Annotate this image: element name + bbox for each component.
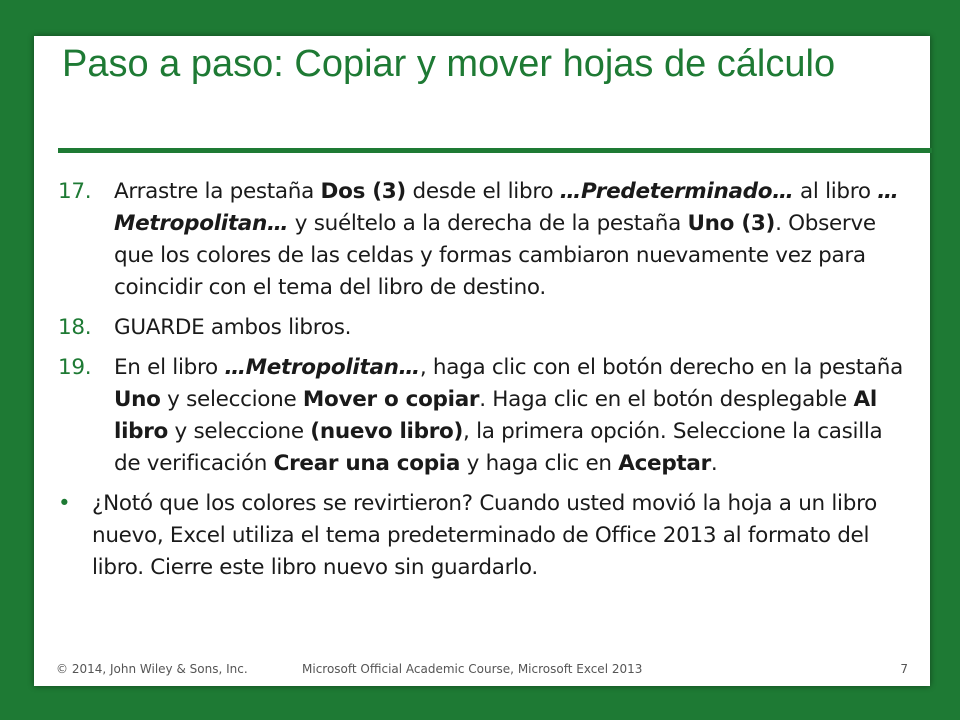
emphasis-text: …Metropolitan… (114, 179, 899, 236)
page-number: 7 (900, 662, 908, 676)
slide-body (58, 176, 908, 592)
plain-text: y seleccione (168, 419, 311, 444)
plain-text: . Haga clic en el botón desplegable (479, 387, 854, 412)
plain-text: y suéltelo a la derecha de la pestaña (288, 211, 688, 236)
bullet-icon: • (58, 491, 71, 516)
plain-text: y seleccione (160, 387, 303, 412)
footer-copyright: © 2014, John Wiley & Sons, Inc. (56, 662, 248, 676)
plain-text: . Observe que los colores de las celdas y formas cambiaron nuevamente vez para coincidir con el tema del libro de destino. (114, 211, 876, 300)
emphasis-text: Crear una copia (273, 451, 461, 476)
title-divider (58, 148, 932, 153)
step-item-17 (58, 176, 908, 304)
emphasis-text: Uno (3) (687, 211, 776, 236)
emphasis-text: Aceptar (618, 451, 711, 476)
plain-text: . (710, 451, 718, 476)
plain-text: En el libro (114, 355, 225, 380)
plain-text: , la primera opción. Seleccione la casilla de verificación (114, 419, 883, 476)
step-number: 19. (58, 355, 92, 380)
step-number: 17. (58, 179, 92, 204)
emphasis-text: Dos (3) (320, 179, 406, 204)
emphasis-text: Al libro (114, 387, 877, 444)
emphasis-text: (nuevo libro) (310, 419, 464, 444)
plain-text: desde el libro (405, 179, 560, 204)
slide-title: Paso a paso: Copiar y mover hojas de cálculo (62, 43, 836, 85)
footer-course: Microsoft Official Academic Course, Microsoft Excel 2013 (302, 662, 643, 676)
slide (34, 36, 930, 686)
step-text (114, 179, 898, 300)
emphasis-text: Uno (114, 387, 161, 412)
plain-text: Arrastre la pestaña (114, 179, 321, 204)
step-text (114, 315, 351, 340)
step-number: 18. (58, 315, 92, 340)
step-text (114, 355, 903, 476)
emphasis-text: …Predeterminado… (559, 179, 794, 204)
plain-text: GUARDE ambos libros. (114, 315, 352, 340)
note-bullet (58, 488, 908, 584)
step-item-18 (58, 312, 908, 344)
step-item-19 (58, 352, 908, 480)
emphasis-text: Mover o copiar (302, 387, 480, 412)
plain-text: , haga clic con el botón derecho en la pestaña (419, 355, 903, 380)
plain-text: y haga clic en (460, 451, 619, 476)
plain-text: al libro (793, 179, 878, 204)
note-text: ¿Notó que los colores se revirtieron? Cuando usted movió la hoja a un libro nuevo, Excel utiliza el tema predeterminado de Office 2013 al formato del libro. Cierre este libro nuevo sin guardarlo. (92, 491, 878, 580)
emphasis-text: …Metropolitan… (224, 355, 420, 380)
